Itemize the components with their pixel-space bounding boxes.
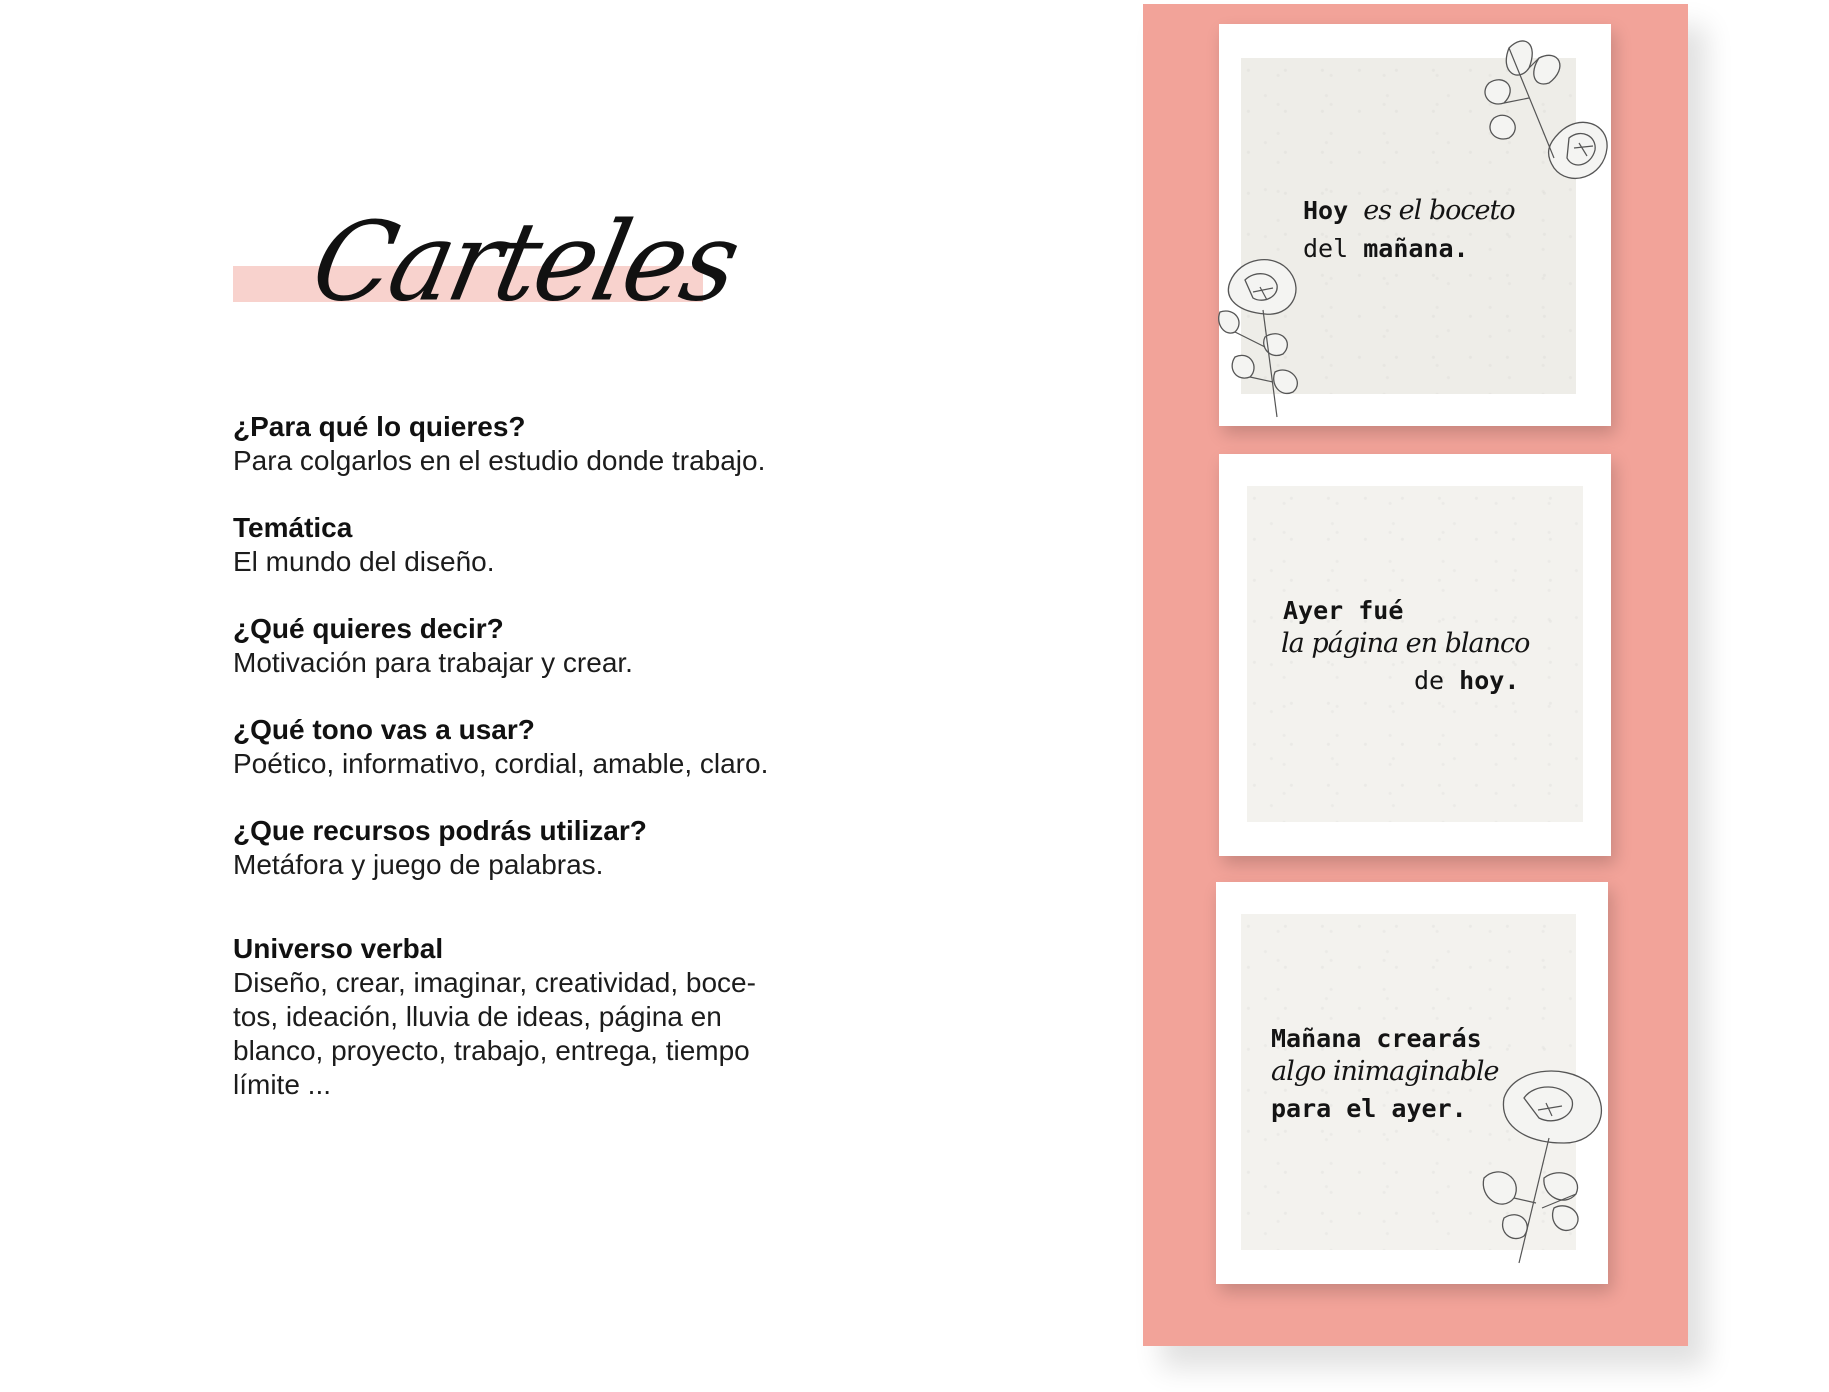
poster-word: Hoy <box>1303 196 1349 225</box>
posters-panel <box>1143 4 1688 1346</box>
brief-answer-line: límite ... <box>233 1069 332 1100</box>
brief-question: Universo verbal <box>233 933 444 964</box>
poster-line: Mañana crearás <box>1271 1024 1482 1053</box>
poster-word: de <box>1414 666 1445 695</box>
brief-answer-line: blanco, proyecto, trabajo, entrega, tiempo <box>233 1035 750 1066</box>
poster-script-text: es el boceto <box>1363 195 1515 226</box>
brief-answer: Metáfora y juego de palabras. <box>233 849 604 880</box>
poster-script-text: algo inimaginable <box>1271 1056 1499 1087</box>
brief-item-purpose <box>233 410 873 478</box>
brief-item-message <box>233 612 873 680</box>
poster-line <box>1414 666 1519 695</box>
flower-illustration <box>1215 252 1335 422</box>
page-title: Carteles <box>301 197 748 326</box>
poster-text <box>1247 596 1583 716</box>
brief-answer: Para colgarlos en el estudio donde trabajo. <box>233 445 766 476</box>
brief-answer: Motivación para trabajar y crear. <box>233 647 633 678</box>
brief-question: ¿Que recursos podrás utilizar? <box>233 815 647 846</box>
brief-item-tone <box>233 713 873 781</box>
flower-illustration <box>1464 1058 1614 1268</box>
poster-word: del <box>1303 234 1349 263</box>
flower-illustration <box>1469 28 1619 198</box>
poster-word: mañana. <box>1363 234 1469 263</box>
brief-answer: Poético, informativo, cordial, amable, claro. <box>233 748 769 779</box>
brief-item-resources <box>233 814 873 882</box>
brief-answer: El mundo del diseño. <box>233 546 495 577</box>
poster-paper <box>1247 486 1583 822</box>
poster-card-3 <box>1216 882 1608 1284</box>
brief-question: ¿Para qué lo quieres? <box>233 411 526 442</box>
title-group <box>233 197 748 340</box>
poster-word: hoy. <box>1459 666 1520 695</box>
brief-item-theme <box>233 511 873 579</box>
brief-question: ¿Qué quieres decir? <box>233 613 504 644</box>
brief-list <box>233 410 873 1135</box>
poster-line: Ayer fué <box>1283 596 1404 625</box>
poster-line: para el ayer. <box>1271 1094 1467 1123</box>
brief-item-verbal-universe <box>233 932 873 1102</box>
brief-answer-line: tos, ideación, lluvia de ideas, página en <box>233 1001 722 1032</box>
brief-question: Temática <box>233 512 353 543</box>
poster-script-text: la página en blanco <box>1281 628 1530 659</box>
brief-answer-line: Diseño, crear, imaginar, creatividad, boce- <box>233 967 756 998</box>
poster-card-2 <box>1219 454 1611 856</box>
poster-card-1 <box>1219 24 1611 426</box>
brief-question: ¿Qué tono vas a usar? <box>233 714 535 745</box>
